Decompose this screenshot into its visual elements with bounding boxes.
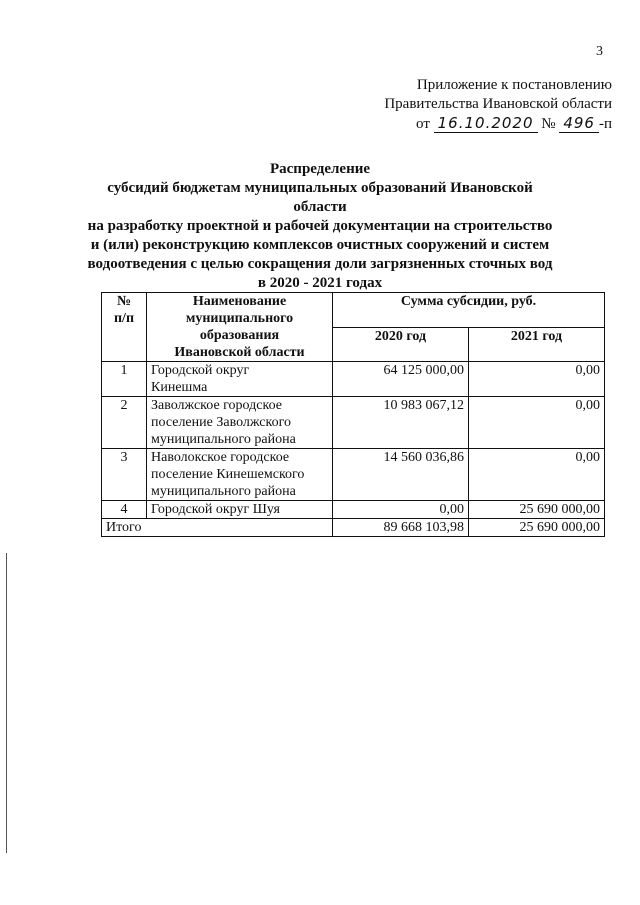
table-row — [102, 362, 605, 397]
row-name: Городской округ Кинешма — [147, 362, 333, 397]
total-2021: 25 690 000,00 — [469, 519, 605, 537]
appendix-date-line — [312, 114, 612, 134]
number-prefix: № — [541, 116, 556, 132]
header-row — [102, 293, 605, 328]
subsidy-table — [101, 292, 605, 537]
header-year-2021: 2021 год — [469, 327, 605, 362]
row-num: 3 — [102, 449, 147, 501]
title-line4: и (или) реконструкцию комплексов очистных сооружений и систем — [90, 237, 550, 253]
row-2021: 0,00 — [469, 449, 605, 501]
row-num: 4 — [102, 501, 147, 519]
header-num: № п/п — [102, 293, 147, 362]
row-num: 2 — [102, 397, 147, 449]
title-line1: Распределение — [269, 161, 371, 177]
title-line5: водоотведения с целью сокращения доли загрязненных сточных вод — [87, 256, 553, 272]
row-2021: 0,00 — [469, 362, 605, 397]
table-row — [102, 501, 605, 519]
appendix-line1: Приложение к постановлению — [416, 77, 612, 93]
table-row — [102, 397, 605, 449]
appendix-line2: Правительства Ивановской области — [384, 96, 612, 112]
date-prefix: от — [416, 116, 430, 132]
scan-margin-line — [6, 553, 7, 853]
title-line6: в 2020 - 2021 годах — [257, 275, 383, 291]
date-value: 16.10.2020 — [434, 114, 538, 133]
total-2020: 89 668 103,98 — [333, 519, 469, 537]
header-name: Наименование муниципального образования Ивановской области — [147, 293, 333, 362]
row-name: Городской округ Шуя — [147, 501, 333, 519]
row-2021: 0,00 — [469, 397, 605, 449]
document-title — [80, 160, 560, 293]
row-name: Заволжское городское поселение Заволжского муниципального района — [147, 397, 333, 449]
appendix-block — [312, 76, 612, 134]
row-2020: 64 125 000,00 — [333, 362, 469, 397]
number-suffix: -п — [598, 116, 612, 132]
row-name: Наволокское городское поселение Кинешемского муниципального района — [147, 449, 333, 501]
total-row — [102, 519, 605, 537]
page-number: 3 — [596, 44, 603, 59]
row-2021: 25 690 000,00 — [469, 501, 605, 519]
row-2020: 14 560 036,86 — [333, 449, 469, 501]
row-2020: 0,00 — [333, 501, 469, 519]
title-line3: на разработку проектной и рабочей документации на строительство — [87, 218, 553, 234]
row-num: 1 — [102, 362, 147, 397]
header-sum: Сумма субсидии, руб. — [333, 293, 605, 328]
number-value: 496 — [559, 114, 599, 133]
total-label: Итого — [102, 519, 333, 537]
title-line2: субсидий бюджетам муниципальных образований Ивановской области — [107, 180, 533, 215]
row-2020: 10 983 067,12 — [333, 397, 469, 449]
table-row — [102, 449, 605, 501]
header-year-2020: 2020 год — [333, 327, 469, 362]
